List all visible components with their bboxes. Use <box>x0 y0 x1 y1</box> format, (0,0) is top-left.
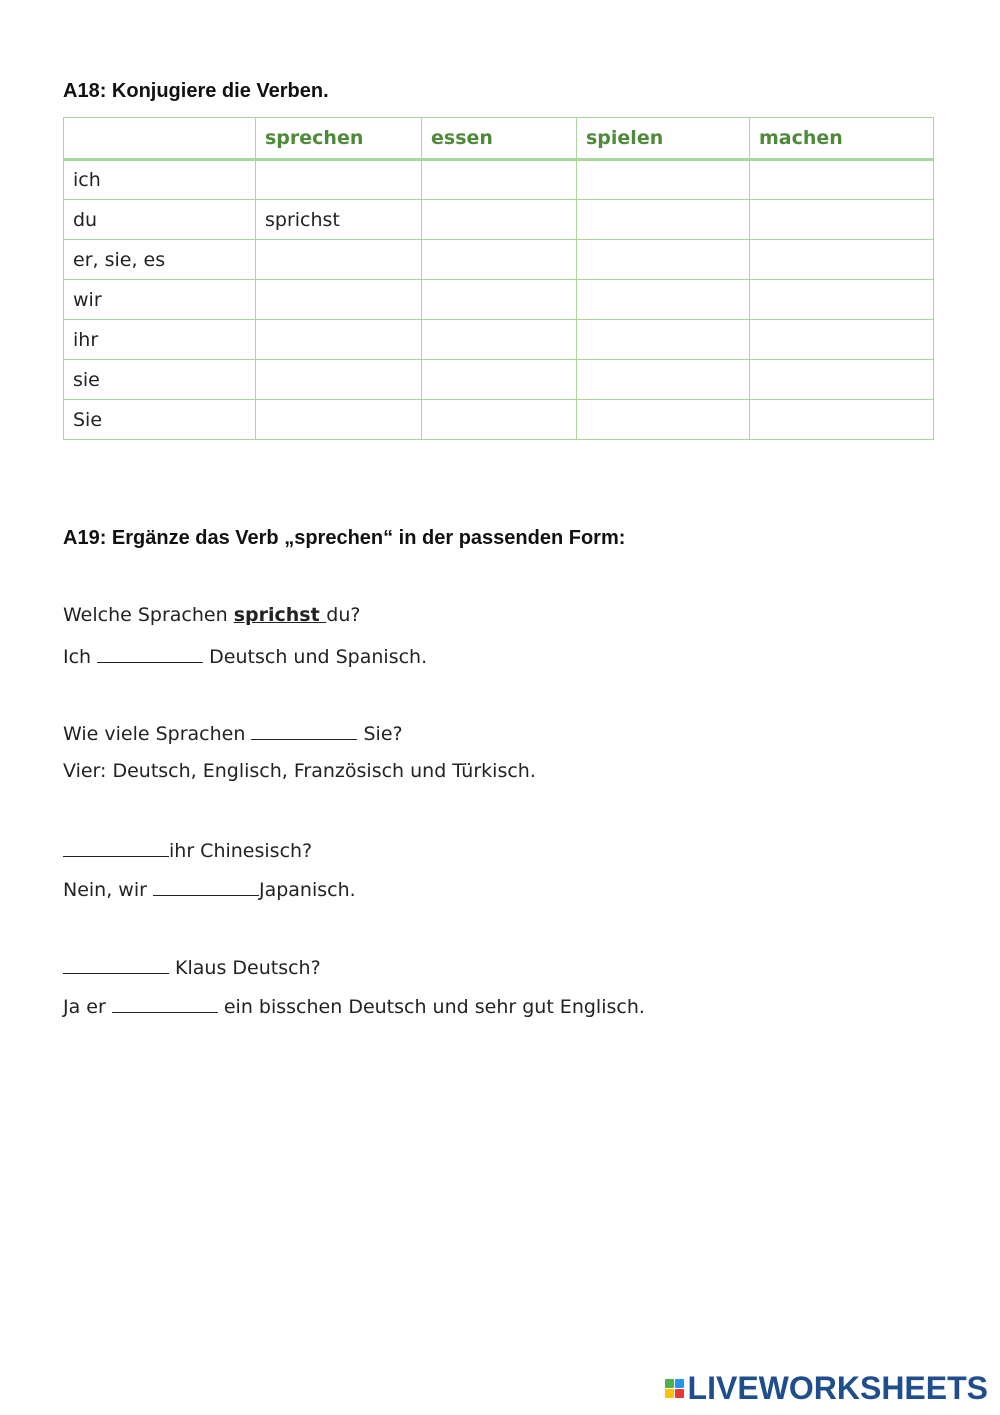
pronoun-cell: er, sie, es <box>64 240 256 280</box>
table-row <box>64 360 934 400</box>
answer-cell[interactable] <box>577 160 750 200</box>
sentence-text-after: Deutsch und Spanisch. <box>203 646 428 668</box>
table-row <box>64 200 934 240</box>
table-row <box>64 280 934 320</box>
sentence-text-after: ein bisschen Deutsch und sehr gut Englisch. <box>217 996 645 1018</box>
header-sprechen: sprechen <box>256 118 422 160</box>
example-text-after: du? <box>326 604 361 626</box>
sentence-line <box>63 721 403 745</box>
sentence-line <box>63 644 427 668</box>
sentence-text-before: Wie viele Sprachen <box>63 723 252 745</box>
example-line <box>63 604 360 626</box>
answer-cell[interactable] <box>422 360 577 400</box>
answer-cell[interactable] <box>750 240 934 280</box>
table-row <box>64 240 934 280</box>
answer-blank[interactable] <box>63 838 169 857</box>
sentence-line <box>63 760 536 782</box>
answer-cell[interactable] <box>750 200 934 240</box>
logo-mark-icon <box>665 1379 684 1398</box>
conjugation-table <box>63 117 934 440</box>
sentence-text-before: Ich <box>63 646 98 668</box>
answer-cell[interactable] <box>577 280 750 320</box>
pronoun-cell: Sie <box>64 400 256 440</box>
answer-cell[interactable] <box>750 160 934 200</box>
answer-cell[interactable] <box>422 200 577 240</box>
pronoun-cell: ich <box>64 160 256 200</box>
answer-cell[interactable] <box>256 160 422 200</box>
answer-cell[interactable] <box>256 320 422 360</box>
answer-cell[interactable] <box>256 280 422 320</box>
answer-blank[interactable] <box>251 721 357 740</box>
table-row <box>64 160 934 200</box>
answer-cell[interactable] <box>256 400 422 440</box>
sentence-text-before: Ja er <box>63 996 112 1018</box>
pronoun-cell: du <box>64 200 256 240</box>
sentence-text: Vier: Deutsch, Englisch, Französisch und Türkisch. <box>63 760 536 782</box>
liveworksheets-logo <box>665 1370 988 1407</box>
pronoun-cell: sie <box>64 360 256 400</box>
pronoun-cell: wir <box>64 280 256 320</box>
answer-blank[interactable] <box>63 955 169 974</box>
example-text-before: Welche Sprachen <box>63 604 234 626</box>
sentence-line <box>63 955 321 979</box>
answer-blank[interactable] <box>97 644 203 663</box>
answer-cell[interactable] <box>422 160 577 200</box>
table-row <box>64 320 934 360</box>
header-essen: essen <box>422 118 577 160</box>
table-header-row <box>64 118 934 160</box>
sentence-line <box>63 877 356 901</box>
answer-cell[interactable] <box>577 240 750 280</box>
answer-cell[interactable] <box>577 400 750 440</box>
sentence-text-after: Klaus Deutsch? <box>169 957 321 979</box>
sentence-text-after: ihr Chinesisch? <box>169 840 313 862</box>
answer-cell[interactable] <box>750 280 934 320</box>
header-pronoun <box>64 118 256 160</box>
answer-cell[interactable] <box>750 320 934 360</box>
header-machen: machen <box>750 118 934 160</box>
exercise-a18-title: A18: Konjugiere die Verben. <box>63 80 329 102</box>
pronoun-cell: ihr <box>64 320 256 360</box>
answer-cell[interactable] <box>750 360 934 400</box>
sentence-text-after: Japanisch. <box>258 879 356 901</box>
answer-blank[interactable] <box>112 994 218 1013</box>
answer-cell[interactable]: sprichst <box>256 200 422 240</box>
answer-cell[interactable] <box>577 200 750 240</box>
answer-cell[interactable] <box>577 360 750 400</box>
answer-cell[interactable] <box>422 400 577 440</box>
answer-cell[interactable] <box>750 400 934 440</box>
exercise-a19-title: A19: Ergänze das Verb „sprechen“ in der passenden Form: <box>63 527 626 549</box>
sentence-text-before: Nein, wir <box>63 879 153 901</box>
sentence-line <box>63 838 312 862</box>
answer-cell[interactable] <box>422 280 577 320</box>
answer-cell[interactable] <box>422 320 577 360</box>
example-answer: sprichst <box>233 604 327 626</box>
sentence-text-after: Sie? <box>357 723 403 745</box>
logo-text: LIVEWORKSHEETS <box>687 1370 988 1406</box>
answer-cell[interactable] <box>256 360 422 400</box>
answer-cell[interactable] <box>256 240 422 280</box>
header-spielen: spielen <box>577 118 750 160</box>
sentence-line <box>63 994 645 1018</box>
answer-cell[interactable] <box>577 320 750 360</box>
table-row <box>64 400 934 440</box>
answer-cell[interactable] <box>422 240 577 280</box>
answer-blank[interactable] <box>153 877 259 896</box>
